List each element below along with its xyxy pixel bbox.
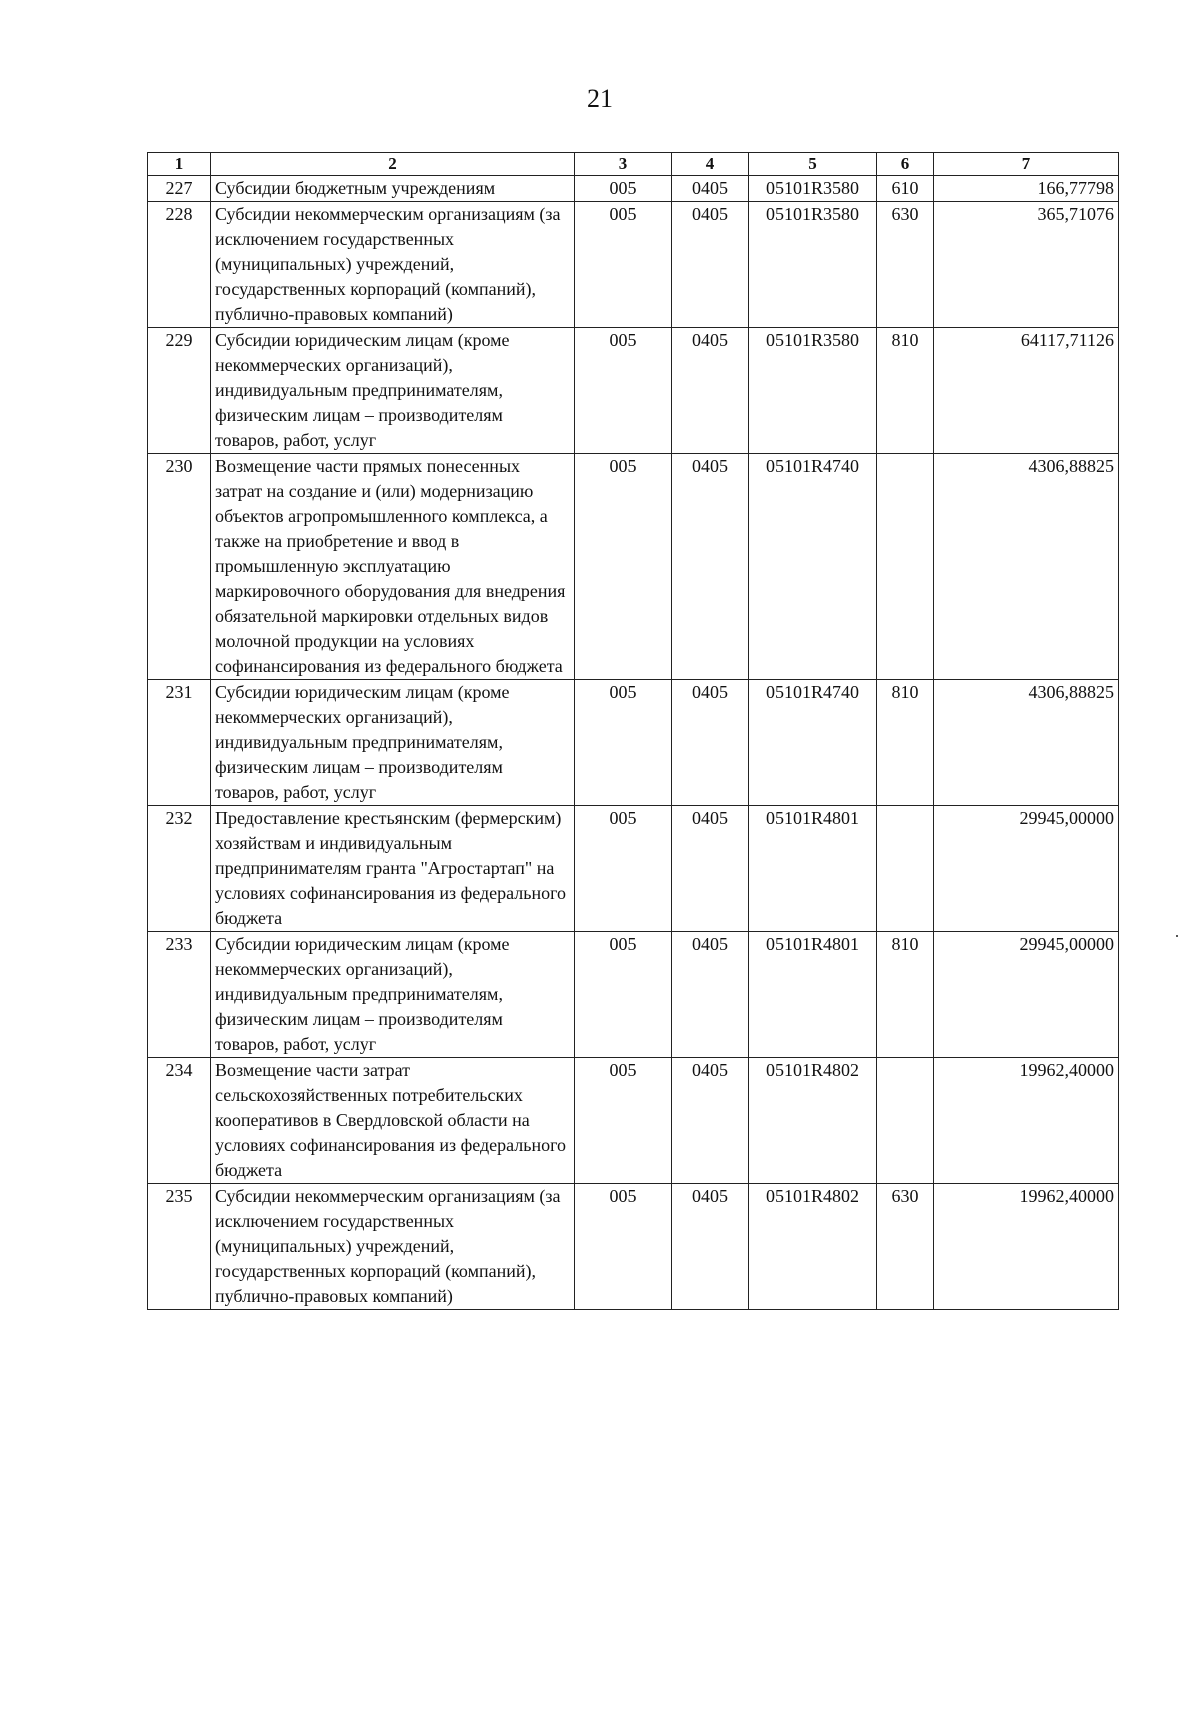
row-col-6: 630 xyxy=(877,1184,934,1310)
row-col-3: 005 xyxy=(575,1058,672,1184)
row-name: Субсидии юридическим лицам (кроме некоммерческих организаций), индивидуальным предпринимателям, физическим лицам – производителям товаров, работ, услуг xyxy=(211,680,575,806)
row-col-3: 005 xyxy=(575,1184,672,1310)
row-col-5: 05101R4740 xyxy=(749,454,877,680)
row-col-3: 005 xyxy=(575,454,672,680)
header-col-7: 7 xyxy=(934,153,1119,176)
row-col-5: 05101R4740 xyxy=(749,680,877,806)
row-col-4: 0405 xyxy=(672,806,749,932)
row-amount: 365,71076 xyxy=(934,202,1119,328)
header-col-4: 4 xyxy=(672,153,749,176)
row-col-4: 0405 xyxy=(672,932,749,1058)
row-number: 234 xyxy=(148,1058,211,1184)
row-col-3: 005 xyxy=(575,932,672,1058)
table-row xyxy=(148,932,1119,1058)
row-name: Возмещение части затрат сельскохозяйственных потребительских кооперативов в Свердловской области на условиях софинансирования из федерального бюджета xyxy=(211,1058,575,1184)
header-col-3: 3 xyxy=(575,153,672,176)
row-number: 228 xyxy=(148,202,211,328)
row-col-3: 005 xyxy=(575,176,672,202)
scan-speck xyxy=(1176,935,1178,937)
row-amount: 64117,71126 xyxy=(934,328,1119,454)
row-col-4: 0405 xyxy=(672,454,749,680)
row-col-6: 630 xyxy=(877,202,934,328)
row-amount: 166,77798 xyxy=(934,176,1119,202)
row-name: Предоставление крестьянским (фермерским) хозяйствам и индивидуальным предпринимателям гранта "Агростартап" на условиях софинансирования из федерального бюджета xyxy=(211,806,575,932)
table-row xyxy=(148,806,1119,932)
row-amount: 29945,00000 xyxy=(934,932,1119,1058)
row-col-5: 05101R4802 xyxy=(749,1058,877,1184)
table-row xyxy=(148,680,1119,806)
row-col-6 xyxy=(877,806,934,932)
header-col-6: 6 xyxy=(877,153,934,176)
header-col-1: 1 xyxy=(148,153,211,176)
row-col-4: 0405 xyxy=(672,202,749,328)
row-name: Субсидии юридическим лицам (кроме некоммерческих организаций), индивидуальным предпринимателям, физическим лицам – производителям товаров, работ, услуг xyxy=(211,932,575,1058)
row-name: Субсидии юридическим лицам (кроме некоммерческих организаций), индивидуальным предпринимателям, физическим лицам – производителям товаров, работ, услуг xyxy=(211,328,575,454)
row-amount: 29945,00000 xyxy=(934,806,1119,932)
row-number: 232 xyxy=(148,806,211,932)
table-row xyxy=(148,202,1119,328)
table-row xyxy=(148,1184,1119,1310)
row-col-5: 05101R3580 xyxy=(749,176,877,202)
header-col-2: 2 xyxy=(211,153,575,176)
row-col-4: 0405 xyxy=(672,1184,749,1310)
row-col-6 xyxy=(877,1058,934,1184)
row-col-6: 810 xyxy=(877,328,934,454)
row-col-4: 0405 xyxy=(672,176,749,202)
table-row xyxy=(148,328,1119,454)
row-col-3: 005 xyxy=(575,680,672,806)
row-col-5: 05101R4802 xyxy=(749,1184,877,1310)
row-name: Субсидии некоммерческим организациям (за исключением государственных (муниципальных) учреждений, государственных корпораций (компаний), публично-правовых компаний) xyxy=(211,202,575,328)
header-row xyxy=(148,153,1119,176)
row-amount: 19962,40000 xyxy=(934,1184,1119,1310)
row-number: 229 xyxy=(148,328,211,454)
row-col-4: 0405 xyxy=(672,1058,749,1184)
row-col-3: 005 xyxy=(575,806,672,932)
row-number: 227 xyxy=(148,176,211,202)
row-col-5: 05101R3580 xyxy=(749,202,877,328)
row-col-6: 610 xyxy=(877,176,934,202)
page-number: 21 xyxy=(587,84,613,113)
table-row xyxy=(148,454,1119,680)
row-col-5: 05101R3580 xyxy=(749,328,877,454)
row-col-5: 05101R4801 xyxy=(749,932,877,1058)
row-amount: 19962,40000 xyxy=(934,1058,1119,1184)
table-row xyxy=(148,1058,1119,1184)
row-col-4: 0405 xyxy=(672,328,749,454)
row-name: Возмещение части прямых понесенных затрат на создание и (или) модернизацию объектов агропромышленного комплекса, а также на приобретение и ввод в промышленную эксплуатацию маркировочного оборудования для внедрения обязательной маркировки отдельных видов молочной продукции на условиях софинансирования из федерального бюджета xyxy=(211,454,575,680)
row-number: 231 xyxy=(148,680,211,806)
row-number: 235 xyxy=(148,1184,211,1310)
row-col-3: 005 xyxy=(575,328,672,454)
row-col-6: 810 xyxy=(877,932,934,1058)
budget-table xyxy=(147,152,1119,1310)
table-row xyxy=(148,176,1119,202)
row-col-6 xyxy=(877,454,934,680)
row-name: Субсидии бюджетным учреждениям xyxy=(211,176,575,202)
row-name: Субсидии некоммерческим организациям (за исключением государственных (муниципальных) учреждений, государственных корпораций (компаний), публично-правовых компаний) xyxy=(211,1184,575,1310)
row-col-5: 05101R4801 xyxy=(749,806,877,932)
row-amount: 4306,88825 xyxy=(934,454,1119,680)
row-number: 230 xyxy=(148,454,211,680)
row-amount: 4306,88825 xyxy=(934,680,1119,806)
row-col-6: 810 xyxy=(877,680,934,806)
row-col-3: 005 xyxy=(575,202,672,328)
header-col-5: 5 xyxy=(749,153,877,176)
row-col-4: 0405 xyxy=(672,680,749,806)
row-number: 233 xyxy=(148,932,211,1058)
